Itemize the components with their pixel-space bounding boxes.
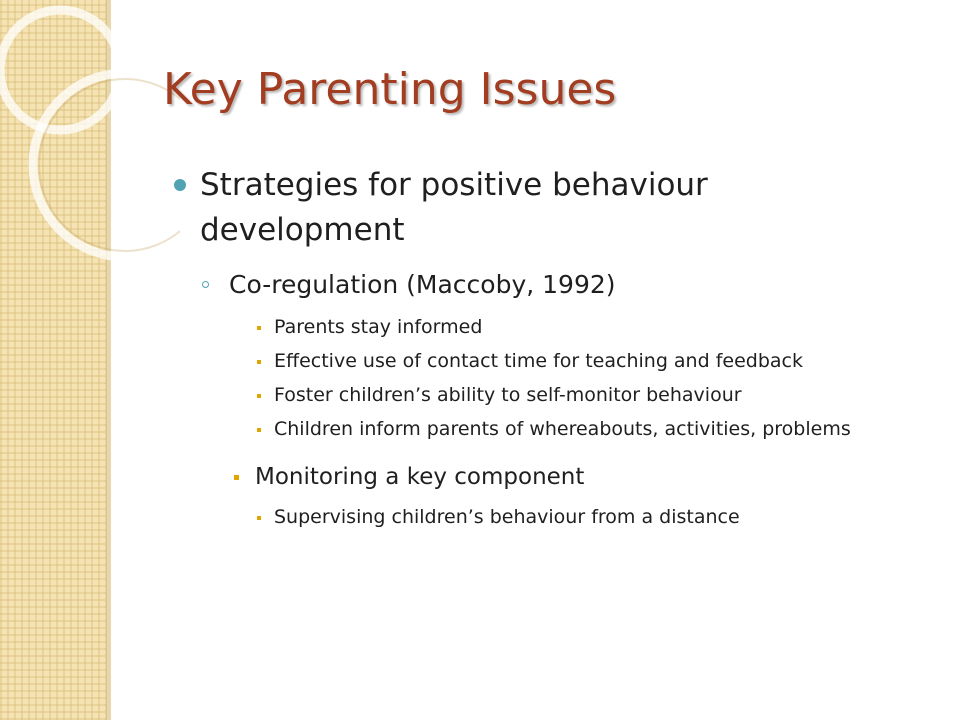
level3-bullet-icon — [234, 475, 239, 480]
slide-title: Key Parenting Issues — [163, 64, 617, 115]
co-regulation-point: Foster children’s ability to self-monitor behaviour — [274, 384, 742, 406]
level1-bullet-icon — [174, 179, 186, 191]
co-regulation-point: Effective use of contact time for teaching and feedback — [274, 350, 803, 372]
main-bullet-text: Strategies for positive behaviour development — [200, 167, 708, 248]
level2-bullet-icon — [202, 281, 209, 288]
ring-outer — [0, 10, 120, 130]
co-regulation-point: Parents stay informed — [274, 316, 483, 338]
co-regulation-point: Children inform parents of whereabouts, activities, problems — [274, 418, 851, 440]
level3-bullet-icon — [257, 360, 261, 364]
level3-bullet-icon — [257, 394, 261, 398]
monitoring-heading: Monitoring a key component — [255, 464, 585, 490]
level3-bullet-icon — [257, 326, 261, 330]
level4-bullet-icon — [257, 516, 261, 520]
decorative-rings — [0, 0, 180, 330]
sub-bullet-text: Co-regulation (Maccoby, 1992) — [229, 270, 616, 299]
monitoring-point: Supervising children’s behaviour from a distance — [274, 506, 740, 528]
level3-bullet-icon — [257, 428, 261, 432]
